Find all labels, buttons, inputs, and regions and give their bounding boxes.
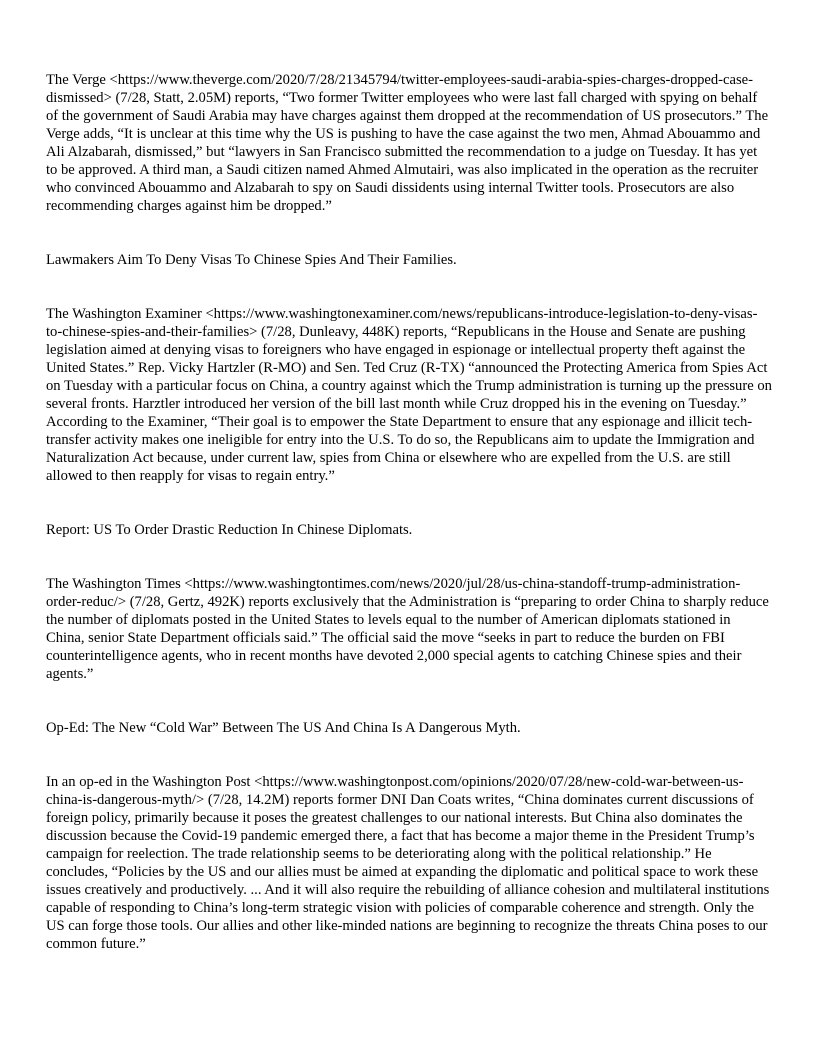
spacer — [46, 269, 772, 305]
spacer — [46, 539, 772, 575]
spacer — [46, 737, 772, 773]
spacer — [46, 215, 772, 251]
headline-cold-war-oped: Op-Ed: The New “Cold War” Between The US And China Is A Dangerous Myth. — [46, 720, 521, 736]
article-body-times: The Washington Times <https://www.washingtontimes.com/news/2020/jul/28/us-china-standoff-trump-administration-order-reduc/> (7/28, Gertz, 492K) reports exclusively that the Administration is “preparing to order China to sharply reduce the number of diplomats posted in the United States to levels equal to the number of American diplomats stationed in China, senior State Department officials said.” The official said the move “seeks in part to reduce the burden on FBI counterintelligence agents, who in recent months have devoted 2,000 special agents to catching Chinese spies and their agents.” — [46, 576, 769, 682]
headline-visa-denial: Lawmakers Aim To Deny Visas To Chinese Spies And Their Families. — [46, 252, 457, 268]
document-page — [46, 71, 772, 953]
spacer — [46, 683, 772, 719]
article-body-post: In an op-ed in the Washington Post <https://www.washingtonpost.com/opinions/2020/07/28/new-cold-war-between-us-china-is-dangerous-myth/> (7/28, 14.2M) reports former DNI Dan Coats writes, “China dominates current discussions of foreign policy, primarily because it poses the greatest challenges to our national interests. But China also dominates the discussion because the Covid-19 pandemic emerged there, a fact that has become a major theme in the President Trump’s campaign for reelection. The trade relationship seems to be deteriorating along with the political relationship.” He concludes, “Policies by the US and our allies must be aimed at expanding the diplomatic and political space to work these issues creatively and productively. ... And it will also require the rebuilding of alliance cohesion and multilateral institutions capable of responding to China’s long-term strategic vision with policies of comparable coherence and strength. Only the US can forge those tools. Our allies and other like-minded nations are beginning to recognize the threats China poses to our common future.” — [46, 774, 770, 952]
article-body-examiner: The Washington Examiner <https://www.washingtonexaminer.com/news/republicans-introduce-legislation-to-deny-visas-to-chinese-spies-and-their-families> (7/28, Dunleavy, 448K) reports, “Republicans in the House and Senate are pushing legislation aimed at denying visas to foreigners who have engaged in espionage or intellectual property theft against the United States.” Rep. Vicky Hartzler (R-MO) and Sen. Ted Cruz (R-TX) “announced the Protecting America from Spies Act on Tuesday with a particular focus on China, a country against which the Trump administration is turning up the pressure on several fronts. Harztler introduced her version of the bill last month while Cruz dropped his in the evening on Tuesday.” According to the Examiner, “Their goal is to empower the State Department to ensure that any espionage and illicit tech-transfer activity makes one ineligible for entry into the U.S. To do so, the Republicans aim to update the Immigration and Naturalization Act because, under current law, spies from China or elsewhere who are expelled from the U.S. are still allowed to then reapply for visas to regain entry.” — [46, 306, 772, 484]
article-body-verge: The Verge <https://www.theverge.com/2020/7/28/21345794/twitter-employees-saudi-arabia-spies-charges-dropped-case-dismissed> (7/28, Statt, 2.05M) reports, “Two former Twitter employees who were last fall charged with spying on behalf of the government of Saudi Arabia may have charges against them dropped at the recommendation of US prosecutors.” The Verge adds, “It is unclear at this time why the US is pushing to have the case against the two men, Ahmad Abouammo and Ali Alzabarah, dismissed,” but “lawyers in San Francisco submitted the recommendation to a judge on Tuesday. It has yet to be approved. A third man, a Saudi citizen named Ahmed Almutairi, was also implicated in the operation as the recruiter who convinced Abouammo and Alzabarah to spy on Saudi dissidents using internal Twitter tools. Prosecutors are also recommending charges against him be dropped.” — [46, 72, 769, 214]
headline-diplomat-reduction: Report: US To Order Drastic Reduction In Chinese Diplomats. — [46, 522, 413, 538]
spacer — [46, 485, 772, 521]
